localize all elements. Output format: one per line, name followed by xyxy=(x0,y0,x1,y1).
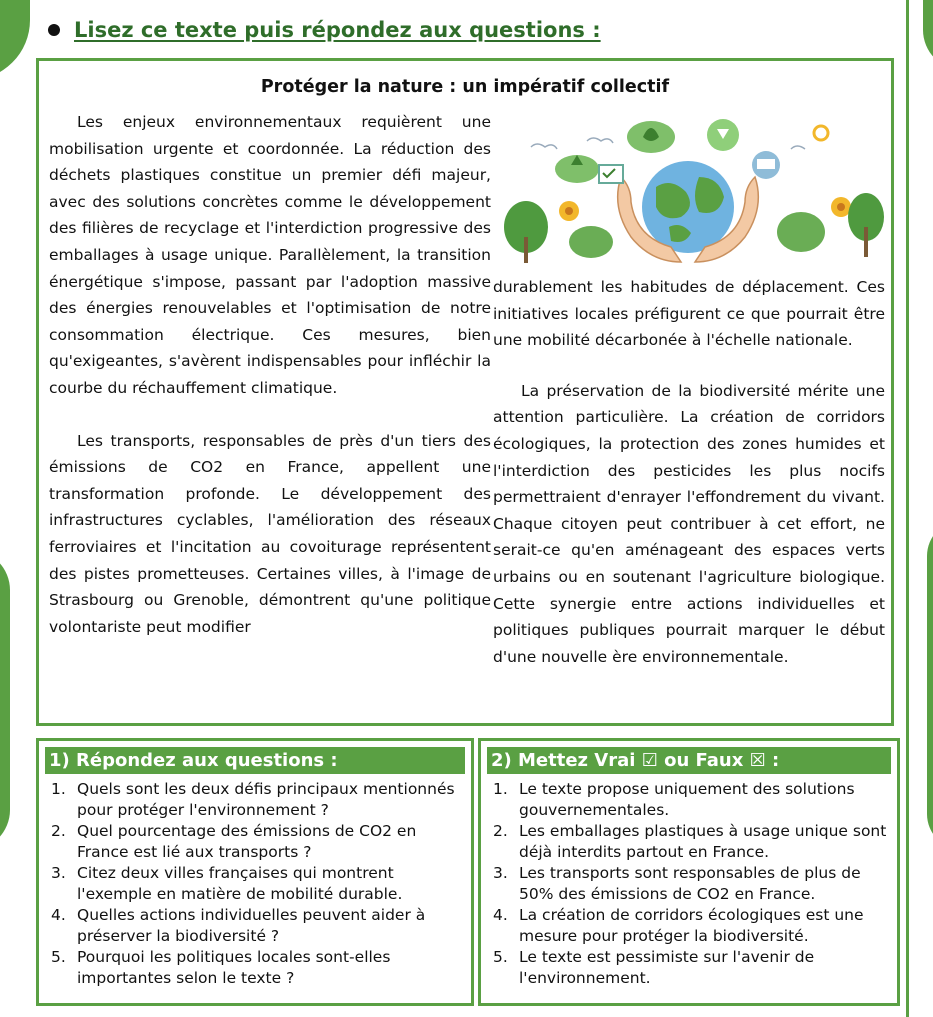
list-item: 5. Le texte est pessimiste sur l'avenir de l'environnement. xyxy=(493,948,815,987)
article-box xyxy=(36,58,894,726)
list-item: 1. Quels sont les deux défis principaux mentionnés pour protéger l'environnement ? xyxy=(51,780,455,819)
paragraph: Les transports, responsables de près d'un tiers des émissions de CO2 en France, appellent une transformation profonde. Le développement des infrastructures cyclables, l'amélioration des réseaux ferroviaires et l'incitation au covoiturage représentent des pistes prometteuses. Certaines villes, à l'image de Strasbourg ou Grenoble, démontrent qu'une politique volontariste peut modifier xyxy=(49,431,491,636)
paragraph: Les enjeux environnementaux requièrent une mobilisation urgente et coordonnée. La réduction des déchets plastiques constitue un premier défi majeur, avec des solutions concrètes comme le développement des filières de recyclage et l'interdiction progressive des emballages à usage unique. Parallèlement, la transition énergétique s'impose, passant par l'adoption massive des énergies renouvelables et l'optimisation de notre consommation électrique. Ces mesures, bien qu'exigeantes, s'avèrent indispensables pour infléchir la courbe du réchauffement climatique. xyxy=(49,113,491,397)
list-item: 1. Le texte propose uniquement des solutions gouvernementales. xyxy=(493,780,855,819)
corner-decoration xyxy=(923,0,933,70)
article-left-column xyxy=(49,109,491,640)
list-item: 3. Les transports sont responsables de plus de 50% des émissions de CO2 en France. xyxy=(493,864,861,903)
true-false-heading: 2) Mettez Vrai ☑ ou Faux ☒ : xyxy=(487,747,891,774)
side-decoration xyxy=(0,550,10,850)
true-false-list xyxy=(493,779,889,989)
list-item: 2. Les emballages plastiques à usage unique sont déjà interdits partout en France. xyxy=(493,822,887,861)
list-item: 4. Quelles actions individuelles peuvent aider à préserver la biodiversité ? xyxy=(51,906,426,945)
page-border xyxy=(906,0,909,1017)
instruction xyxy=(48,18,601,42)
list-item: 4. La création de corridors écologiques est une mesure pour protéger la biodiversité. xyxy=(493,906,864,945)
questions-box xyxy=(36,738,474,1006)
paragraph: La préservation de la biodiversité mérite une attention particulière. La création de corridors écologiques, la protection des zones humides et l'interdiction des pesticides les plus nocifs permettraient d'enrayer l'effondrement du vivant. Chaque citoyen peut contribuer à cet effort, ne serait-ce qu'en aménageant des espaces verts urbains ou en soutenant l'agriculture biologique. Cette synergie entre actions individuelles et politiques publiques pourrait marquer le début d'une nouvelle ère environnementale. xyxy=(493,381,885,666)
list-item: 3. Citez deux villes françaises qui montrent l'exemple en matière de mobilité durable. xyxy=(51,864,403,903)
earth-hands-illustration-icon xyxy=(491,107,885,265)
instruction-text: Lisez ce texte puis répondez aux questions : xyxy=(74,18,601,42)
questions-list xyxy=(51,779,463,989)
paragraph: durablement les habitudes de déplacement. Ces initiatives locales préfigurent ce que pourrait être une mobilité décarbonée à l'échelle nationale. xyxy=(493,278,885,350)
corner-decoration xyxy=(0,0,30,80)
side-decoration xyxy=(927,520,933,850)
list-item: 2. Quel pourcentage des émissions de CO2 en France est lié aux transports ? xyxy=(51,822,417,861)
bullet-icon xyxy=(48,24,60,36)
article-right-column xyxy=(493,274,885,670)
list-item: 5. Pourquoi les politiques locales sont-elles importantes selon le texte ? xyxy=(51,948,391,987)
article-title: Protéger la nature : un impératif collectif xyxy=(260,77,670,97)
true-false-box xyxy=(478,738,900,1006)
questions-heading: 1) Répondez aux questions : xyxy=(45,747,465,774)
